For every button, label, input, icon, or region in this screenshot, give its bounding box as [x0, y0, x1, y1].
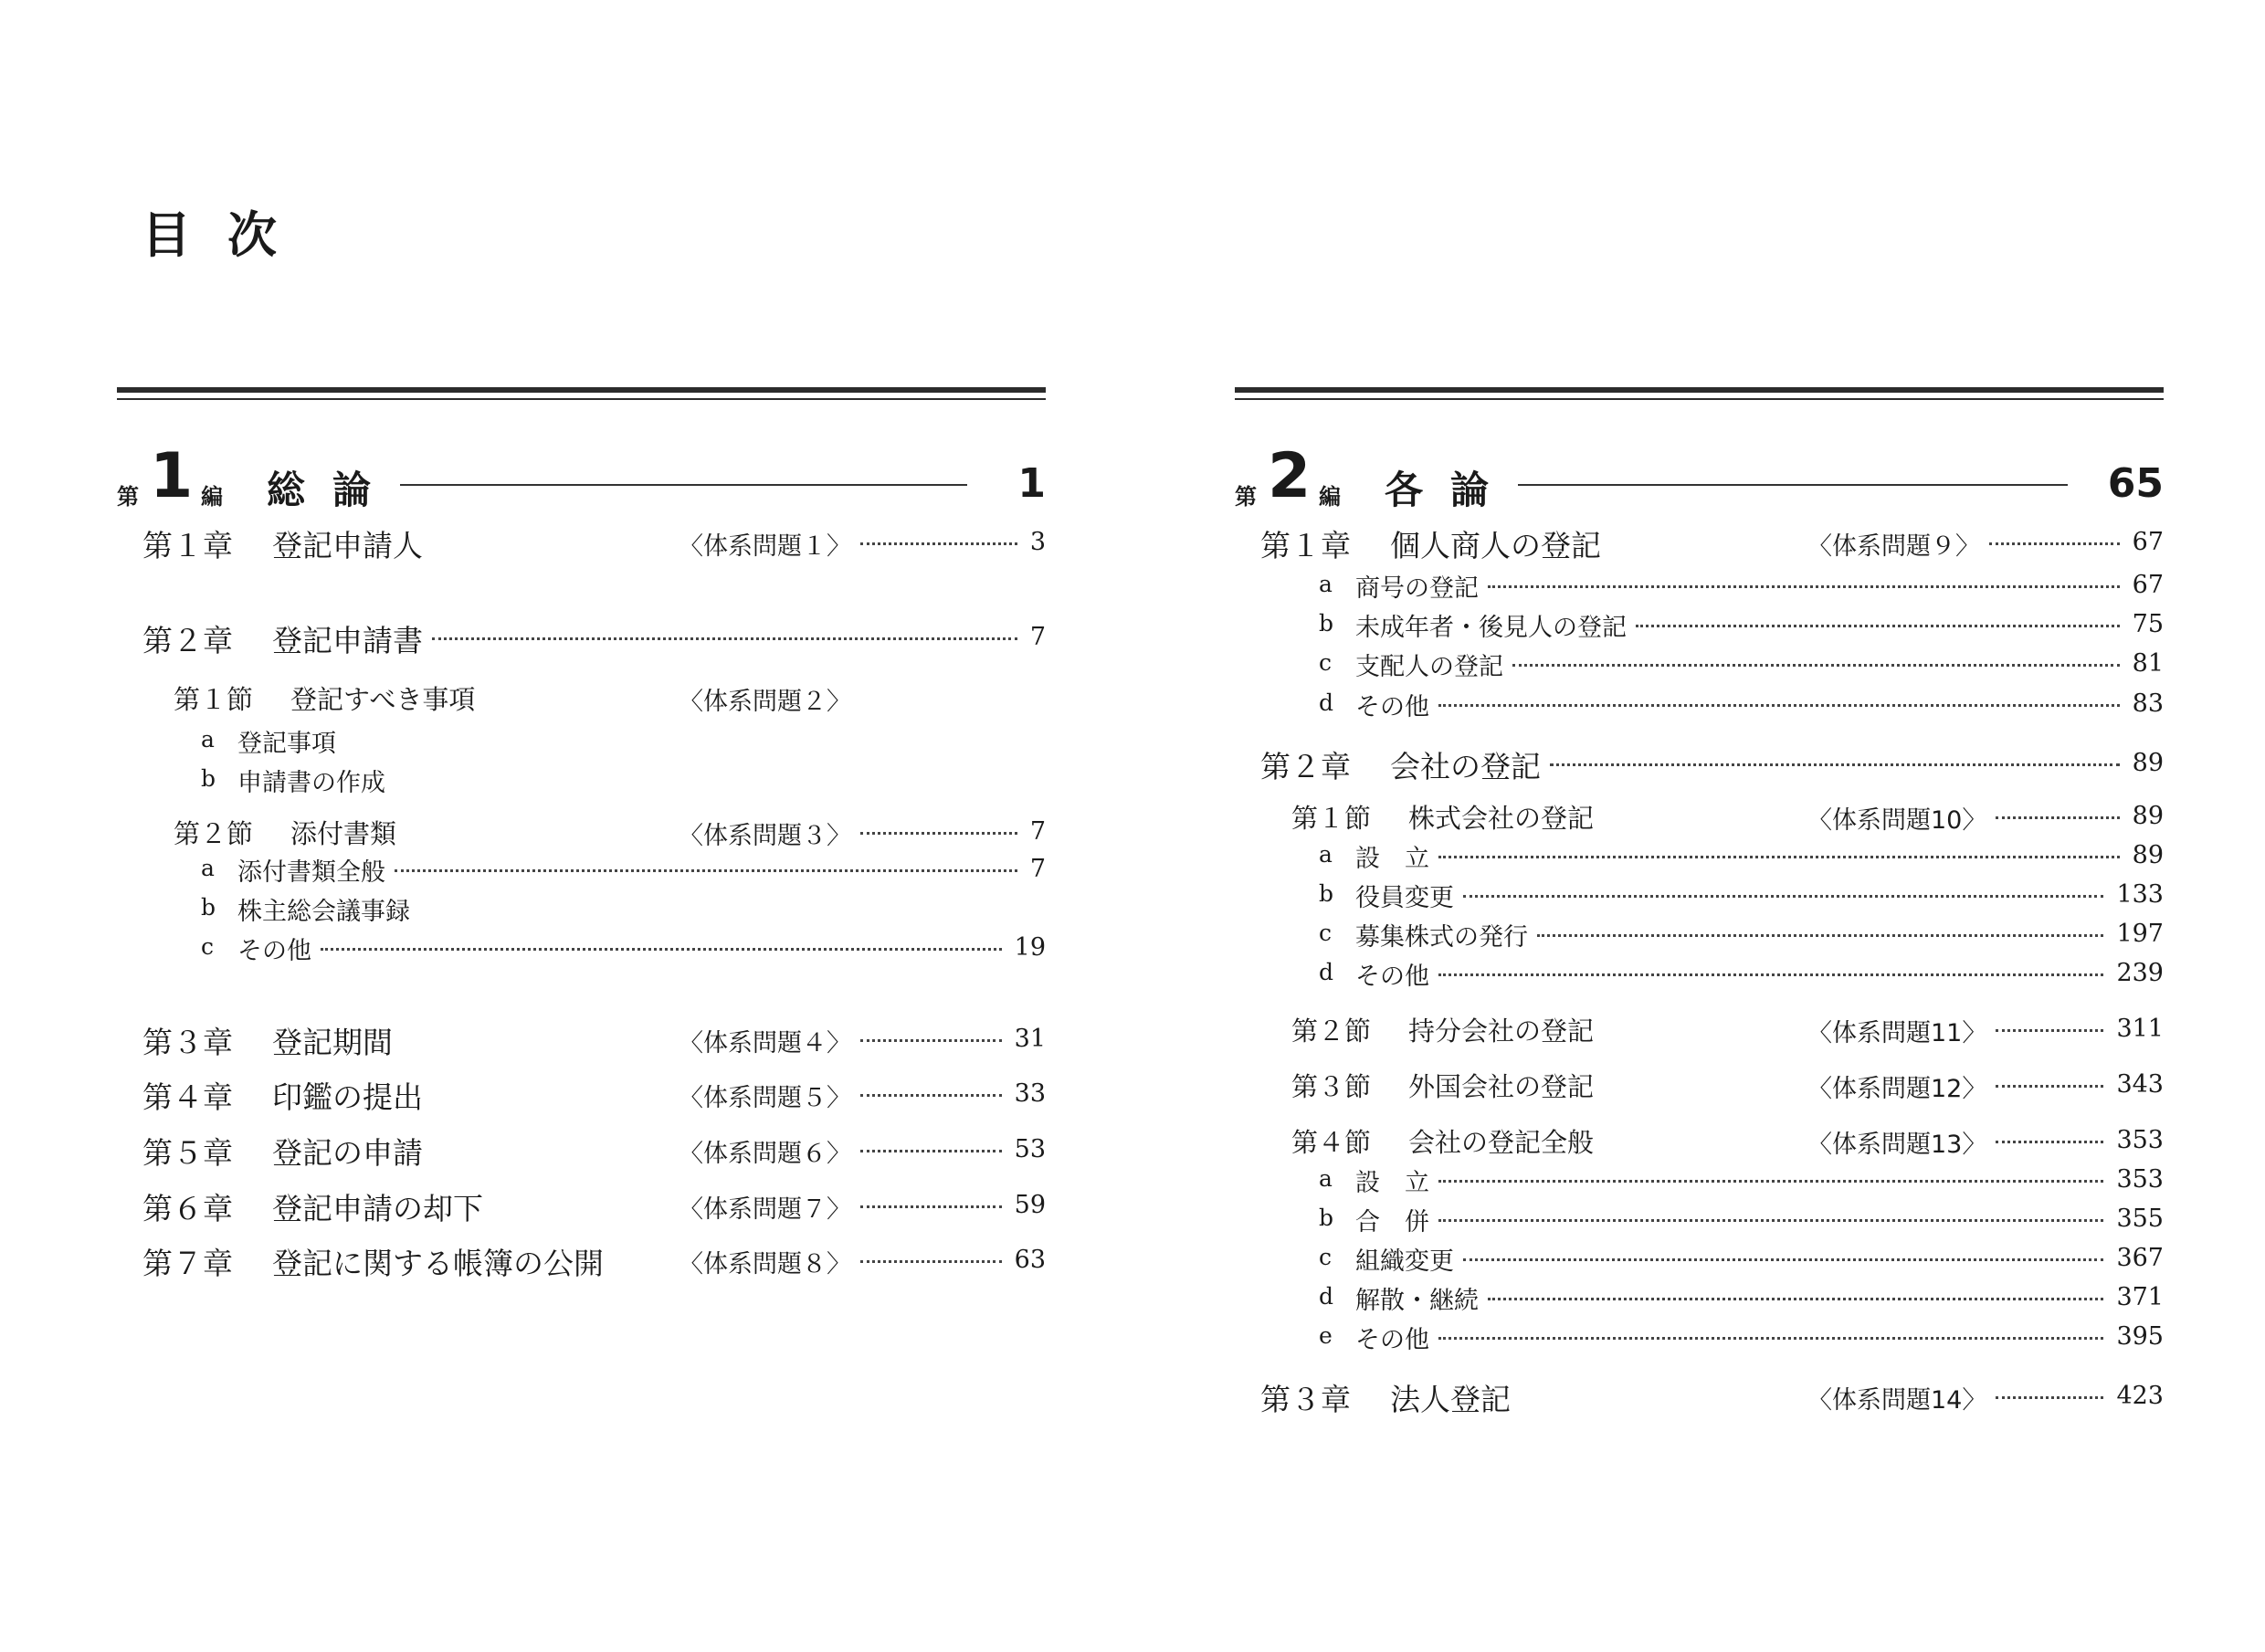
entry-label: 第１章 [142, 528, 233, 563]
dot-leader [1537, 934, 2103, 937]
entry-page: 67 [2132, 571, 2164, 599]
dot-leader [1989, 542, 2120, 545]
entry-title: 登記申請書 [272, 623, 423, 658]
system-problem-label: 〈体系問題13〉 [1807, 1131, 1987, 1159]
entry-title: 登記の申請 [272, 1135, 423, 1171]
entry-page: 7 [1029, 817, 1046, 846]
system-problem-label: 〈体系問題１〉 [679, 532, 851, 561]
entry-title: その他 [1355, 963, 1429, 991]
system-problem-label: 〈体系問題14〉 [1807, 1386, 1987, 1415]
entry-page: 7 [1029, 855, 1046, 883]
part-number: 2 [1268, 440, 1312, 512]
entry-label: d [1319, 959, 1334, 985]
entry-title: 外国会社の登記 [1408, 1071, 1595, 1102]
dot-leader [1512, 664, 2120, 667]
part-number: 1 [150, 440, 194, 512]
entry-title: 登記事項 [237, 730, 336, 758]
entry-label: b [201, 765, 216, 792]
entry-label: e [1319, 1322, 1333, 1349]
entry-title: 持分会社の登記 [1408, 1015, 1595, 1047]
entry-title: 登記すべき事項 [290, 684, 476, 715]
system-problem-label: 〈体系問題６〉 [679, 1140, 851, 1168]
dot-leader [432, 637, 1017, 640]
entry-label: 第３章 [142, 1025, 233, 1060]
entry-page: 7 [1029, 623, 1046, 651]
toc-entry-sub[interactable] [1235, 875, 2164, 915]
system-problem-label: 〈体系問題３〉 [679, 822, 851, 850]
toc-entry-section[interactable] [1235, 1065, 2164, 1105]
dot-leader [1463, 1258, 2103, 1261]
entry-label: c [1319, 649, 1333, 676]
entry-page: 353 [2116, 1126, 2164, 1154]
entry-page: 133 [2116, 880, 2164, 909]
dot-leader [1438, 1337, 2103, 1340]
entry-title: その他 [1355, 693, 1429, 721]
part-suffix: 編 [201, 484, 223, 510]
entry-label: 第２節 [1291, 1015, 1372, 1047]
system-problem-label: 〈体系問題11〉 [1807, 1019, 1987, 1047]
toc-entry-sub[interactable] [1235, 565, 2164, 605]
dot-leader [860, 1260, 1002, 1263]
toc-entry-sub[interactable] [1235, 1317, 2164, 1357]
part-heading [117, 440, 1046, 515]
dot-leader [1438, 856, 2120, 858]
entry-page: 59 [1014, 1191, 1046, 1219]
toc-entry-chapter[interactable] [117, 1130, 1046, 1170]
entry-label: a [201, 726, 215, 752]
entry-label: c [1319, 1244, 1333, 1270]
entry-label: 第７章 [142, 1246, 233, 1281]
entry-label: b [1319, 1205, 1334, 1231]
entry-label: 第１章 [1260, 528, 1351, 563]
entry-page: 33 [1014, 1079, 1046, 1108]
dot-leader [1636, 625, 2120, 627]
system-problem-label: 〈体系問題７〉 [679, 1195, 851, 1224]
entry-title: 解散・継続 [1355, 1287, 1479, 1315]
dot-leader [1463, 895, 2103, 898]
entry-title: 設 立 [1355, 1169, 1429, 1197]
toc-entry-sub[interactable] [117, 928, 1046, 968]
toc-entry-sub[interactable] [1235, 914, 2164, 954]
entry-page: 81 [2132, 649, 2164, 678]
toc-entry-chapter[interactable] [117, 1240, 1046, 1280]
entry-title: 設 立 [1355, 845, 1429, 873]
entry-label: 第５章 [142, 1135, 233, 1171]
entry-page: 19 [1014, 933, 1046, 962]
dot-leader [860, 1094, 1002, 1097]
entry-title: 添付書類全般 [237, 858, 385, 887]
system-problem-label: 〈体系問題４〉 [679, 1029, 851, 1057]
dot-leader [860, 542, 1017, 545]
entry-label: 第２節 [174, 818, 254, 849]
system-problem-label: 〈体系問題10〉 [1807, 806, 1987, 835]
entry-page: 89 [2132, 749, 2164, 777]
entry-page: 89 [2132, 802, 2164, 830]
part-page[interactable]: 65 [2107, 460, 2164, 507]
entry-label: a [1319, 571, 1333, 597]
dot-leader [860, 832, 1017, 835]
toc-entry-sub[interactable] [117, 889, 1046, 929]
top-rule-thin [117, 398, 1046, 400]
toc-entry-sub[interactable] [1235, 836, 2164, 876]
entry-page: 343 [2116, 1070, 2164, 1099]
entry-page: 31 [1014, 1025, 1046, 1053]
entry-label: 第１節 [1291, 803, 1372, 834]
entry-title: その他 [237, 937, 311, 965]
part-heading [1235, 440, 2164, 515]
entry-page: 89 [2132, 841, 2164, 869]
system-problem-label: 〈体系問題９〉 [1807, 532, 1980, 561]
entry-page: 423 [2116, 1382, 2164, 1410]
entry-label: a [201, 855, 215, 881]
dot-leader [1996, 1396, 2103, 1399]
toc-entry-sub[interactable] [117, 721, 1046, 761]
entry-label: 第２章 [142, 623, 233, 658]
entry-title: 株式会社の登記 [1408, 803, 1595, 834]
part-prefix: 第 [1235, 484, 1257, 510]
part-leader-line [400, 484, 967, 486]
entry-title: 個人商人の登記 [1390, 528, 1601, 563]
entry-title: 支配人の登記 [1355, 653, 1503, 681]
entry-title: 印鑑の提出 [272, 1079, 423, 1115]
entry-label: a [1319, 841, 1333, 868]
entry-label: 第６章 [142, 1191, 233, 1226]
entry-page: 355 [2116, 1205, 2164, 1233]
entry-page: 75 [2132, 610, 2164, 638]
entry-title: 会社の登記全般 [1408, 1127, 1595, 1158]
entry-page: 53 [1014, 1135, 1046, 1163]
toc-entry-chapter[interactable] [117, 1185, 1046, 1226]
entry-title: 商号の登記 [1355, 574, 1479, 603]
system-problem-label: 〈体系問題８〉 [679, 1250, 851, 1278]
entry-page: 353 [2116, 1165, 2164, 1194]
entry-title: 登記に関する帳簿の公開 [272, 1246, 604, 1281]
toc-entry-chapter[interactable] [1235, 522, 2164, 563]
toc-entry-section[interactable] [1235, 796, 2164, 837]
entry-label: b [1319, 880, 1334, 907]
entry-title: 組織変更 [1355, 1247, 1454, 1276]
entry-title: 登記申請の却下 [272, 1191, 483, 1226]
part-title[interactable]: 総論 [267, 468, 399, 512]
entry-label: 第３章 [1260, 1382, 1351, 1417]
toc-entry-sub[interactable] [1235, 1199, 2164, 1239]
part-title[interactable]: 各論 [1385, 468, 1517, 512]
entry-label: d [1319, 689, 1334, 716]
dot-leader [1996, 816, 2119, 819]
entry-label: b [201, 894, 216, 921]
entry-label: 第１節 [174, 684, 254, 715]
dot-leader [1996, 1141, 2103, 1143]
system-problem-label: 〈体系問題５〉 [679, 1084, 851, 1112]
entry-label: 第３節 [1291, 1071, 1372, 1102]
entry-page: 367 [2116, 1244, 2164, 1272]
toc-entry-sub[interactable] [1235, 644, 2164, 684]
entry-title: 登記期間 [272, 1025, 393, 1060]
entry-title: 会社の登記 [1390, 749, 1541, 784]
entry-title: 法人登記 [1390, 1382, 1511, 1417]
entry-page: 371 [2116, 1283, 2164, 1311]
dot-leader [1488, 585, 2120, 588]
toc-entry-chapter[interactable] [1235, 1376, 2164, 1416]
entry-label: c [1319, 920, 1333, 946]
top-rule-thin [1235, 398, 2164, 400]
entry-title: 株主総会議事録 [237, 898, 410, 926]
toc-entry-section[interactable] [117, 812, 1046, 852]
page-title: 目次 [142, 206, 313, 264]
entry-page: 197 [2116, 920, 2164, 948]
entry-title: 申請書の作成 [237, 769, 385, 797]
toc-entry-sub[interactable] [1235, 1278, 2164, 1318]
dot-leader [321, 948, 1002, 951]
dot-leader [1438, 1180, 2103, 1183]
toc-entry-sub[interactable] [1235, 953, 2164, 994]
system-problem-label: 〈体系問題２〉 [679, 688, 851, 716]
entry-label: 第２章 [1260, 749, 1351, 784]
toc-entry-chapter[interactable] [117, 1019, 1046, 1059]
dot-leader [1550, 763, 2120, 766]
entry-label: 第４章 [142, 1079, 233, 1115]
entry-page: 3 [1029, 528, 1046, 556]
entry-label: c [201, 933, 215, 960]
entry-title: 登記申請人 [272, 528, 423, 563]
dot-leader [1438, 1219, 2103, 1222]
dot-leader [1996, 1085, 2103, 1088]
toc-entry-sub[interactable] [1235, 1160, 2164, 1200]
entry-title: 合 併 [1355, 1208, 1429, 1236]
entry-label: b [1319, 610, 1334, 637]
entry-title: 役員変更 [1355, 884, 1454, 912]
dot-leader [860, 1150, 1002, 1152]
toc-entry-chapter[interactable] [117, 522, 1046, 563]
toc-entry-section[interactable] [117, 678, 1046, 718]
dot-leader [860, 1205, 1002, 1208]
entry-title: 添付書類 [290, 818, 397, 849]
toc-entry-section[interactable] [1235, 1121, 2164, 1161]
toc-column-part-1 [117, 387, 1046, 1483]
part-suffix: 編 [1319, 484, 1341, 510]
top-rule-thick [117, 387, 1046, 393]
entry-page: 67 [2132, 528, 2164, 556]
toc-entry-sub[interactable] [1235, 1238, 2164, 1278]
toc-column-part-2 [1235, 387, 2164, 1483]
entry-label: a [1319, 1165, 1333, 1192]
dot-leader [395, 869, 1017, 872]
dot-leader [1438, 704, 2120, 707]
entry-page: 239 [2116, 959, 2164, 987]
part-page[interactable]: 1 [1017, 460, 1046, 507]
dot-leader [860, 1039, 1002, 1042]
toc-entry-chapter[interactable] [117, 1074, 1046, 1114]
entry-label: d [1319, 1283, 1334, 1310]
entry-page: 63 [1014, 1246, 1046, 1274]
toc-entry-sub[interactable] [1235, 684, 2164, 724]
entry-title: 募集株式の発行 [1355, 923, 1528, 952]
dot-leader [1996, 1029, 2103, 1032]
entry-page: 311 [2116, 1015, 2164, 1043]
dot-leader [1438, 973, 2103, 976]
toc-entry-sub[interactable] [117, 760, 1046, 800]
toc-entry-chapter[interactable] [117, 617, 1046, 658]
entry-label: 第４節 [1291, 1127, 1372, 1158]
part-leader-line [1518, 484, 2068, 486]
toc-entry-section[interactable] [1235, 1009, 2164, 1049]
toc-entry-sub[interactable] [1235, 605, 2164, 645]
top-rule-thick [1235, 387, 2164, 393]
toc-entry-chapter[interactable] [1235, 743, 2164, 784]
part-prefix: 第 [117, 484, 139, 510]
entry-title: その他 [1355, 1326, 1429, 1354]
system-problem-label: 〈体系問題12〉 [1807, 1075, 1987, 1103]
entry-title: 未成年者・後見人の登記 [1355, 614, 1627, 642]
dot-leader [1488, 1298, 2103, 1300]
entry-page: 395 [2116, 1322, 2164, 1351]
entry-page: 83 [2132, 689, 2164, 718]
toc-entry-sub[interactable] [117, 849, 1046, 889]
